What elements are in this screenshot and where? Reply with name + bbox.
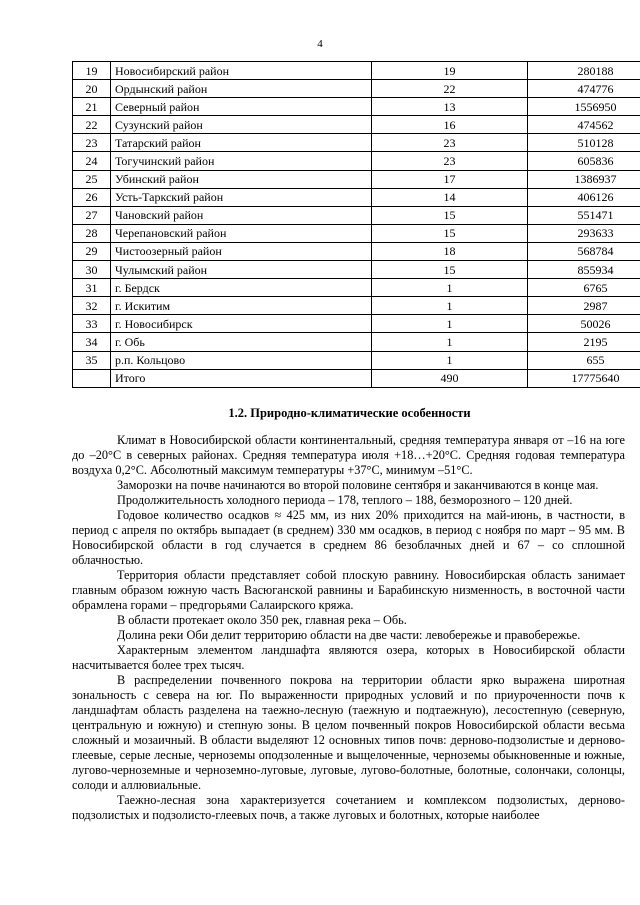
cell-count: 17 xyxy=(372,170,528,188)
district-table xyxy=(72,61,640,388)
cell-count: 19 xyxy=(372,62,528,80)
cell-name: г. Новосибирск xyxy=(111,315,372,333)
paragraph: Годовое количество осадков ≈ 425 мм, из них 20% приходится на май-июнь, в частности, в период с апреля по октябрь выпадает (в среднем) 330 мм осадков, в период с ноября по март – 95 мм. В Новосибирской области в год случается в среднем 86 безоблачных дней и 67 – со сплошной облачностью. xyxy=(72,508,625,567)
table-row xyxy=(73,62,640,80)
section-heading: 1.2. Природно-климатические особенности xyxy=(228,406,471,420)
cell-num: 32 xyxy=(73,297,111,315)
cell-population: 6765 xyxy=(528,279,640,297)
cell-num: 20 xyxy=(73,80,111,98)
cell-num: 24 xyxy=(73,152,111,170)
cell-name: Чановский район xyxy=(111,206,372,224)
cell-count: 23 xyxy=(372,152,528,170)
paragraph: Продолжительность холодного периода – 178, теплого – 188, безморозного – 120 дней. xyxy=(117,493,573,507)
cell-name: г. Обь xyxy=(111,333,372,351)
cell-population: 568784 xyxy=(528,242,640,260)
cell-count: 490 xyxy=(372,369,528,387)
paragraph: Территория области представляет собой плоскую равнину. Новосибирская область занимает главным образом южную часть Васюганской равнины и Барабинскую низменность, в восточной части обрамлена горами – предгорьями Салаирского кряжа. xyxy=(72,568,625,612)
table-row xyxy=(73,170,640,188)
table-row xyxy=(73,261,640,279)
table-row xyxy=(73,297,640,315)
cell-population: 50026 xyxy=(528,315,640,333)
table-total-row xyxy=(73,369,640,387)
cell-population: 280188 xyxy=(528,62,640,80)
cell-population: 17775640 xyxy=(528,369,640,387)
cell-name: Чистоозерный район xyxy=(111,242,372,260)
table-row xyxy=(73,242,640,260)
cell-population: 2987 xyxy=(528,297,640,315)
table-row xyxy=(73,188,640,206)
table-row xyxy=(73,98,640,116)
table-row xyxy=(73,80,640,98)
cell-num xyxy=(73,369,111,387)
cell-population: 2195 xyxy=(528,333,640,351)
cell-num: 31 xyxy=(73,279,111,297)
cell-name: г. Искитим xyxy=(111,297,372,315)
table-row xyxy=(73,134,640,152)
cell-name: г. Бердск xyxy=(111,279,372,297)
cell-name: Новосибирский район xyxy=(111,62,372,80)
table-body xyxy=(73,62,640,388)
cell-count: 1 xyxy=(372,351,528,369)
cell-count: 1 xyxy=(372,315,528,333)
table-row xyxy=(73,333,640,351)
cell-name: Усть-Таркский район xyxy=(111,188,372,206)
cell-name: Чулымский район xyxy=(111,261,372,279)
cell-name: Татарский район xyxy=(111,134,372,152)
paragraph: Таежно-лесная зона характеризуется сочетанием и комплексом подзолистых, дерново-подзолистых и подзолисто-глеевых почв, а также луговых и болотных, которые наиболее xyxy=(72,793,625,822)
cell-count: 1 xyxy=(372,297,528,315)
cell-count: 15 xyxy=(372,206,528,224)
cell-count: 13 xyxy=(372,98,528,116)
cell-count: 1 xyxy=(372,279,528,297)
cell-population: 551471 xyxy=(528,206,640,224)
cell-population: 1386937 xyxy=(528,170,640,188)
body-text xyxy=(72,433,625,823)
paragraph: Характерным элементом ландшафта являются озера, которых в Новосибирской области насчитывается более трех тысяч. xyxy=(72,643,625,672)
cell-name: Ордынский район xyxy=(111,80,372,98)
cell-num: 35 xyxy=(73,351,111,369)
cell-num: 28 xyxy=(73,224,111,242)
cell-population: 605836 xyxy=(528,152,640,170)
cell-name: Черепановский район xyxy=(111,224,372,242)
cell-population: 655 xyxy=(528,351,640,369)
cell-num: 25 xyxy=(73,170,111,188)
paragraph: Климат в Новосибирской области континентальный, средняя температура января от –16 на юге до –20°С в северных районах. Средняя температура июля +18…+20°С. Средняя годовая температура воздуха 0,2°С. Абсолютный максимум температуры +37°С, минимум –51°С. xyxy=(72,433,625,477)
cell-population: 406126 xyxy=(528,188,640,206)
cell-population: 474776 xyxy=(528,80,640,98)
cell-count: 23 xyxy=(372,134,528,152)
cell-name: Убинский район xyxy=(111,170,372,188)
cell-num: 30 xyxy=(73,261,111,279)
cell-population: 510128 xyxy=(528,134,640,152)
page-number: 4 xyxy=(317,38,323,50)
table-row xyxy=(73,152,640,170)
cell-name: Сузунский район xyxy=(111,116,372,134)
cell-name: Северный район xyxy=(111,98,372,116)
cell-count: 16 xyxy=(372,116,528,134)
cell-name: Тогучинский район xyxy=(111,152,372,170)
table-row xyxy=(73,279,640,297)
cell-population: 855934 xyxy=(528,261,640,279)
cell-num: 21 xyxy=(73,98,111,116)
cell-count: 1 xyxy=(372,333,528,351)
cell-num: 23 xyxy=(73,134,111,152)
cell-num: 33 xyxy=(73,315,111,333)
cell-count: 14 xyxy=(372,188,528,206)
paragraph: Долина реки Оби делит территорию области на две части: левобережье и правобережье. xyxy=(117,628,581,642)
cell-name: р.п. Кольцово xyxy=(111,351,372,369)
paragraph: Заморозки на почве начинаются во второй половине сентября и заканчиваются в конце мая. xyxy=(117,478,599,492)
table-row xyxy=(73,315,640,333)
cell-count: 15 xyxy=(372,224,528,242)
cell-num: 27 xyxy=(73,206,111,224)
cell-count: 18 xyxy=(372,242,528,260)
table-row xyxy=(73,224,640,242)
paragraph: В распределении почвенного покрова на территории области ярко выражена широтная зональность с севера на юг. По выраженности природных условий и по приуроченности почв к ландшафтам область разделена на таежно-лесную (таежную и подтаежную), лесостепную (северную, центральную и южную) и степную зоны. В целом почвенный покров Новосибирской области весьма сложный и мозаичный. В области выделяют 12 основных типов почв: дерново-подзолистые и дерново-глеевые, серые лесные, черноземы оподзоленные и выщелоченные, черноземы обыкновенные и южные, лугово-черноземные и черноземно-луговые, луговые, лугово-болотные, болотные, солончаки, солонцы, солоди и аллювиальные. xyxy=(72,673,625,792)
cell-population: 1556950 xyxy=(528,98,640,116)
table-row xyxy=(73,206,640,224)
cell-num: 34 xyxy=(73,333,111,351)
cell-num: 26 xyxy=(73,188,111,206)
cell-population: 474562 xyxy=(528,116,640,134)
cell-population: 293633 xyxy=(528,224,640,242)
table-row xyxy=(73,351,640,369)
paragraph: В области протекает около 350 рек, главная река – Обь. xyxy=(117,613,407,627)
cell-num: 22 xyxy=(73,116,111,134)
cell-count: 15 xyxy=(372,261,528,279)
cell-name: Итого xyxy=(111,369,372,387)
cell-num: 29 xyxy=(73,242,111,260)
cell-count: 22 xyxy=(372,80,528,98)
cell-num: 19 xyxy=(73,62,111,80)
table-row xyxy=(73,116,640,134)
